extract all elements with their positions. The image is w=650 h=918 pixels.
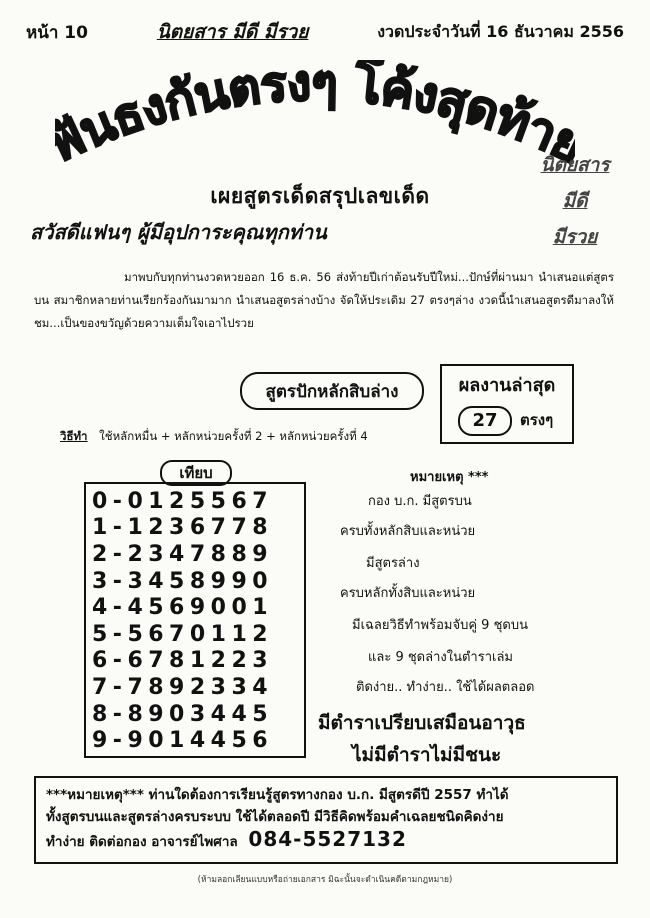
note-line: และ 9 ชุดล่างในตำราเล่ม <box>368 650 513 665</box>
magazine-name: นิตยสาร มีดี มีรวย <box>156 21 309 43</box>
table-row: 2-2347889 <box>92 541 274 567</box>
note-line: ครบทั้งหลักสิบและหน่วย <box>340 524 476 539</box>
side-magazine-2: มีดี <box>562 190 588 212</box>
svg-text:ฟันธงกันตรงๆ โค้งสุดท้าย <box>55 60 575 170</box>
contact-line-1: ***หมายเหตุ*** ท่านใดต้องการเรียนรู้สูตรทางกอง บ.ก. มีสูตรดีปี 2557 ทำได้ <box>46 787 509 803</box>
issue-date: งวดประจำวันที่ 16 ธันวาคม 2556 <box>377 21 624 41</box>
number-table <box>84 482 306 758</box>
slogan-secondary: ไม่มีตำราไม่มีชนะ <box>352 744 502 766</box>
greeting: สวัสดีแฟนๆ ผู้มีอุปการะคุณทุกท่าน <box>30 220 327 244</box>
method-line <box>60 428 368 446</box>
result-title: ผลงานล่าสุด <box>458 375 556 396</box>
slogan-primary: มีตำราเปรียบเสมือนอาวุธ <box>318 712 526 734</box>
table-row: 4-4569001 <box>92 595 274 621</box>
method-text: ใช้หลักหมื่น + หลักหน่วยครั้งที่ 2 + หลักหน่วยครั้งที่ 4 <box>99 429 368 443</box>
note-line: ติดง่าย.. ทำง่าย.. ใช้ได้ผลตลอด <box>356 680 535 695</box>
table-row: 5-5670112 <box>92 621 274 647</box>
table-row: 6-6781223 <box>92 648 274 674</box>
table-row: 3-3458990 <box>92 568 274 594</box>
contact-line-2: ทั้งสูตรบนและสูตรล่างครบระบบ ใช้ได้ตลอดปี มีวิธีคิดพร้อมคำเฉลยชนิดคิดง่าย <box>46 809 504 825</box>
note-line: มีสูตรล่าง <box>366 556 420 571</box>
table-row: 7-7892334 <box>92 674 274 700</box>
banner-title <box>55 60 575 170</box>
side-magazine-3: มีรวย <box>552 226 598 248</box>
table-title: เทียบ <box>160 460 232 486</box>
result-number: 27 <box>458 406 512 436</box>
page-number: หน้า 10 <box>26 22 88 43</box>
banner-title-art <box>55 60 575 170</box>
side-magazine-1: นิตยสาร <box>540 154 610 176</box>
intro-paragraph: มาพบกับทุกท่านงวดหวยออก 16 ธ.ค. 56 ส่งท้ายปีเก่าต้อนรับปีใหม่...ปักษ์ที่ผ่านมา นำเสนอแต่สูตรบน สมาชิกหลายท่านเรียกร้องกันมามาก นำเสนอสูตรล่างบ้าง จัดให้ประเดิม 27 ตรงๆล่าง งวดนี้นำเสนอสูตรดีมาลงให้ชม...เป็นของขวัญด้วยความเต็มใจเอาไปรวย <box>34 270 614 330</box>
result-box <box>440 364 574 444</box>
phone-number: 084-5527132 <box>248 827 407 851</box>
table-row: 8-8903445 <box>92 701 274 727</box>
contact-line-3 <box>46 828 606 853</box>
banner-title-text: นธงกันตรงๆ โค้งสุดท้า <box>70 60 566 163</box>
formula-title: สูตรปักหลักสิบล่าง <box>240 372 424 410</box>
table-row: 1-1236778 <box>92 515 274 541</box>
table-row: 9-9014456 <box>92 728 274 754</box>
notes-title: หมายเหตุ *** <box>410 470 489 485</box>
result-label: ตรงๆ <box>520 411 554 429</box>
contact-person: ทำง่าย ติดต่อกอง อาจารย์ไพศาล <box>46 834 238 850</box>
page-header <box>26 18 624 46</box>
copyright-footnote: (ห้ามลอกเลียนแบบหรือถ่ายเอกสาร มิฉะนั้นจะดำเนินคดีตามกฎหมาย) <box>197 875 453 885</box>
note-line: กอง บ.ก. มีสูตรบน <box>368 494 472 509</box>
banner-subtitle: เผยสูตรเด็ดสรุปเลขเด็ด <box>210 184 430 208</box>
method-label: วิธีทำ <box>60 429 88 443</box>
table-row: 0-0125567 <box>92 488 274 514</box>
note-line: มีเฉลยวิธีทำพร้อมจับคู่ 9 ชุดบน <box>352 618 528 633</box>
contact-box <box>34 776 618 864</box>
note-line: ครบหลักทั้งสิบและหน่วย <box>340 586 476 601</box>
